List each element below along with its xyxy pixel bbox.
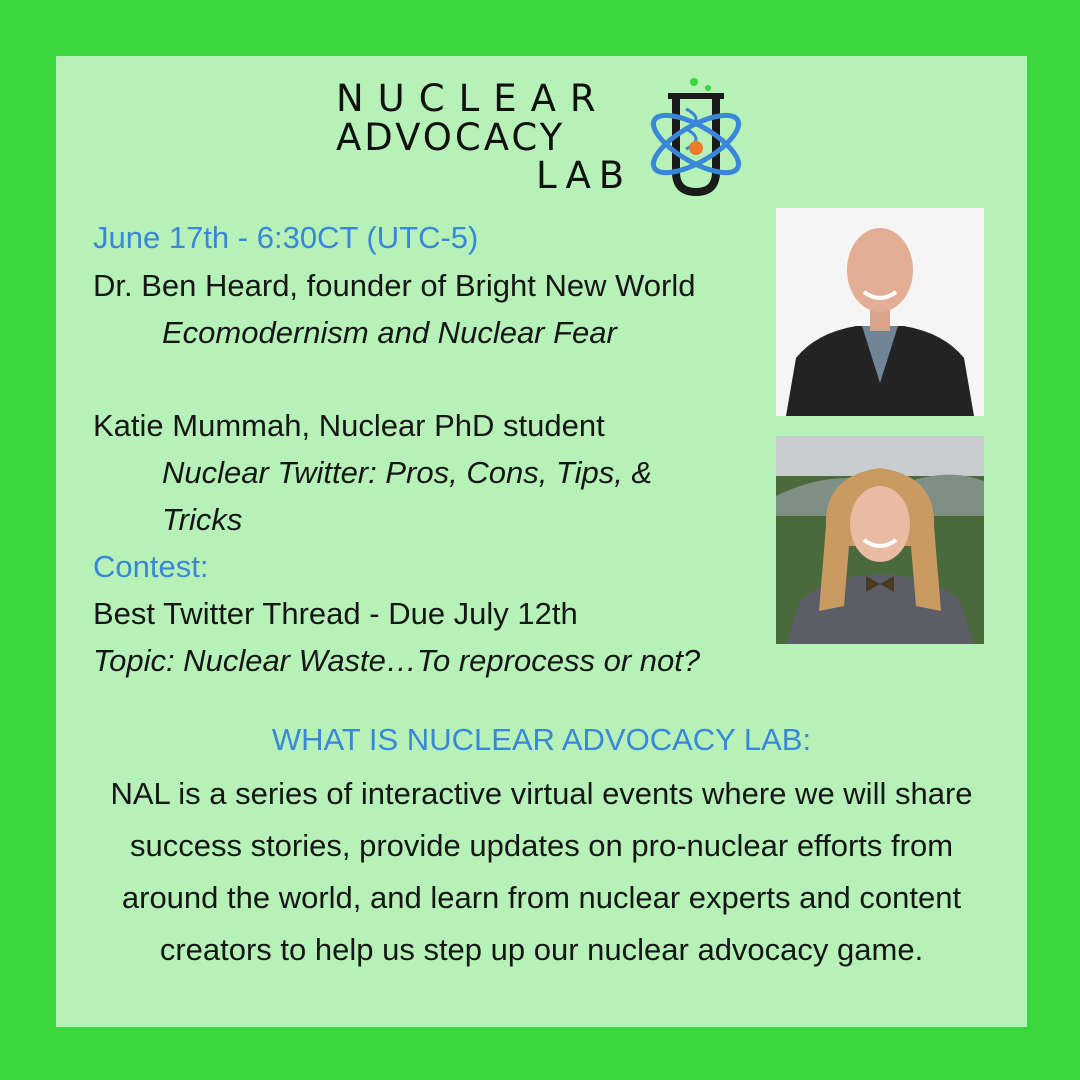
logo-line-lab: LAB [536, 154, 633, 197]
logo-line-nuclear: NUCLEAR [336, 77, 610, 120]
talk-2-title-line1: Nuclear Twitter: Pros, Cons, Tips, & [162, 455, 653, 490]
speaker-1-photo [776, 208, 984, 416]
about-heading: WHAT IS NUCLEAR ADVOCACY LAB: [271, 722, 812, 757]
speaker-2: Katie Mummah, Nuclear PhD student [93, 408, 605, 443]
contest-topic: Topic: Nuclear Waste…To reprocess or not? [93, 643, 701, 678]
speaker-1: Dr. Ben Heard, founder of Bright New World [93, 268, 696, 303]
contest-heading: Contest: [93, 549, 209, 584]
about-line-4: creators to help us step up our nuclear advocacy game. [159, 932, 924, 967]
woman-portrait-icon [776, 436, 984, 644]
event-date: June 17th - 6:30CT (UTC-5) [93, 220, 479, 255]
talk-1-title: Ecomodernism and Nuclear Fear [162, 315, 617, 350]
about-line-3: around the world, and learn from nuclear experts and content [121, 880, 962, 915]
talk-2-title-line2: Tricks [162, 502, 243, 537]
nuclear-advocacy-lab-logo [336, 74, 756, 204]
atom-flask-icon [646, 74, 756, 199]
man-portrait-icon [776, 208, 984, 416]
about-line-2: success stories, provide updates on pro-nuclear efforts from [129, 828, 954, 863]
speaker-2-photo [776, 436, 984, 644]
about-line-1: NAL is a series of interactive virtual events where we will share [110, 776, 973, 811]
contest-title: Best Twitter Thread - Due July 12th [93, 596, 578, 631]
logo-line-advocacy: ADVOCACY [336, 116, 566, 159]
